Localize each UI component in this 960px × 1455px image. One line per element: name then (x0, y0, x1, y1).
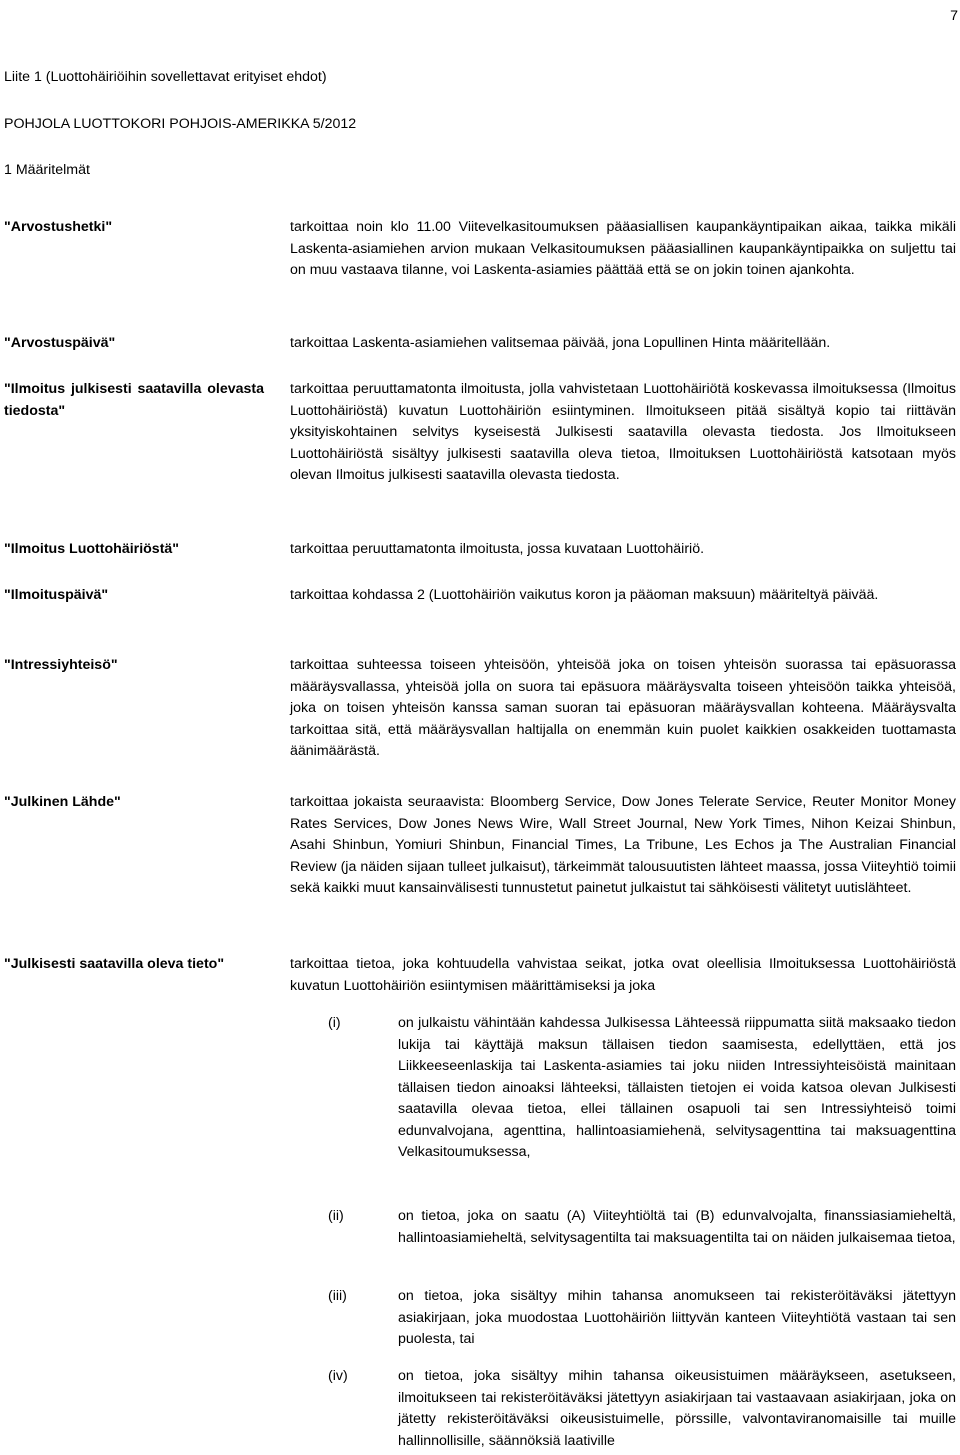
definition-text: tarkoittaa tietoa, joka kohtuudella vahvistaa seikat, jotka ovat oleellisia Ilmoituksessa Luottohäiriöstä kuvatun Luottohäiriön esiintymisen määrittämiseksi ja joka (290, 956, 956, 994)
definition-text: tarkoittaa peruuttamatonta ilmoitusta, jolla vahvistetaan Luottohäiriötä koskevassa ilmoituksessa (Ilmoitus Luottohäiriöstä) kuvatun Luottohäiriön esiintyminen. Ilmoitukseen pitää sisältyä kopio tai riittävän yksityiskohtainen selvitys kyseisestä Julkisesti saatavilla olevasta tiedosta. Jos Ilmoitukseen Luottohäiriöstä sisältyy julkisesti saatavilla oleva tietoa, Ilmoituksen Luottohäiriöstä katsotaan myös olevan Ilmoitus julkisesti saatavilla olevasta tiedosta. (290, 381, 956, 483)
sub-item-number: (ii) (328, 1208, 344, 1224)
sub-item-text: on julkaistu vähintään kahdessa Julkisessa Lähteessä riippumatta siitä maksaako tiedon lukija tai käyttäjä maksun tällaisen tiedon saamisesta, edellyttäen, että jos Liikkeeseenlaskija tai Laskenta-asiamies tai joku niiden Intressiyhteisöistä mainitaan tällaisen tiedon ainoaksi lähteeksi, tällaisten tietojen ei voida katsoa olevan Julkisesti saatavilla olevaa tietoa, ellei tällainen osapuoli tai sen Intressiyhteisö toimi edunvalvojana, agenttina, hallintoasiamiehenä, selvitysagenttina tai maksuagenttina Velkasitoumuksessa, (398, 1015, 956, 1160)
sub-item-text: on tietoa, joka sisältyy mihin tahansa anomukseen tai rekisteröitäväksi jätettyyn asiakirjaan, joka muodostaa Luottohäiriön liittyvän kanteen Viiteyhtiötä vastaan tai sen puolesta, tai (398, 1288, 956, 1347)
definition-text: tarkoittaa jokaista seuraavista: Bloomberg Service, Dow Jones Telerate Service, Reuter Monitor Money Rates Services, Dow Jones News Wire, Wall Street Journal, New York Times, Nihon Keizai Shinbun, Asahi Shinbun, Yomiuri Shinbun, Financial Times, La Tribune, Les Echos ja The Australian Financial Review (ja näiden sijaan tulleet julkaisut), tärkeimmät talousuutisten lähteet maassa, jossa Viiteyhtiö toimii sekä kaikki muut kansainvälisesti tunnustetut painetut julkaistut tai sähköisesti välitetyt uutislähteet. (290, 794, 956, 896)
definition-term: "Julkinen Lähde" (4, 794, 121, 810)
definition-term: "Intressiyhteisö" (4, 657, 118, 673)
definition-term: "Ilmoituspäivä" (4, 587, 109, 603)
page-number: 7 (950, 8, 958, 24)
sub-item-number: (iii) (328, 1288, 347, 1304)
definition-term: "Arvostushetki" (4, 219, 113, 235)
definition-text: tarkoittaa noin klo 11.00 Viitevelkasitoumuksen pääasiallisen kaupankäyntipaikan aikaa, taikka mikäli Laskenta-asiamiehen arvion mukaan Velkasitoumuksen pääasiallinen kaupankäyntipaikka on suljettu tai on muu vastaava tilanne, voi Laskenta-asiamies päättää että se on jokin toinen ajankohta. (290, 219, 956, 278)
sub-item-number: (i) (328, 1015, 341, 1031)
definition-term: "Ilmoitus Luottohäiriöstä" (4, 541, 180, 557)
product-title: POHJOLA LUOTTOKORI POHJOIS-AMERIKKA 5/2012 (4, 116, 357, 132)
sub-item-number: (iv) (328, 1368, 348, 1384)
definition-text: tarkoittaa Laskenta-asiamiehen valitsemaa päivää, jona Lopullinen Hinta määritellään. (290, 335, 831, 351)
definition-text: tarkoittaa suhteessa toiseen yhteisöön, yhteisöä joka on toisen yhteisön suorassa tai epäsuorassa määräysvallassa, yhteisöä jolla on suora tai epäsuora määräysvalta toiseen yhteisöön taikka yhteisöä, joka on toisen yhteisön kanssa saman suoran tai epäsuoran määräysvallan kohteena. Määräysvalta tarkoittaa sitä, että määräysvallan haltijalla on enemmän kuin puolet kaikkien osakkeiden tuottamasta äänimäärästä. (290, 657, 956, 759)
annex-title: Liite 1 (Luottohäiriöihin sovellettavat erityiset ehdot) (4, 69, 327, 85)
definition-text: tarkoittaa peruuttamatonta ilmoitusta, jossa kuvataan Luottohäiriö. (290, 541, 705, 557)
definition-term: "Arvostuspäivä" (4, 335, 116, 351)
sub-item-text: on tietoa, joka on saatu (A) Viiteyhtiöltä tai (B) edunvalvojalta, finanssiasiamieheltä, hallintoasiamieheltä, selvitysagentilta tai maksuagentilta tai on näiden julkaisemaa tietoa, (398, 1208, 956, 1246)
definition-term: "Ilmoitus julkisesti saatavilla olevasta tiedosta" (4, 381, 264, 419)
section-title: 1 Määritelmät (4, 162, 90, 178)
definition-term: "Julkisesti saatavilla oleva tieto" (4, 956, 225, 972)
sub-item-text: on tietoa, joka sisältyy mihin tahansa oikeusistuimen määräykseen, asetukseen, ilmoitukseen tai rekisteröitäväksi jätettyyn asiakirjaan tai vastaavaan asiakirjaan, joka on jätetty rekisteröitäväksi oikeusistuimelle, pörssille, valvontaviranomaisille tai muille hallinnollisille, säännöksiä laativille (398, 1368, 956, 1449)
definition-text: tarkoittaa kohdassa 2 (Luottohäiriön vaikutus koron ja pääoman maksuun) määriteltyä päivää. (290, 587, 879, 603)
